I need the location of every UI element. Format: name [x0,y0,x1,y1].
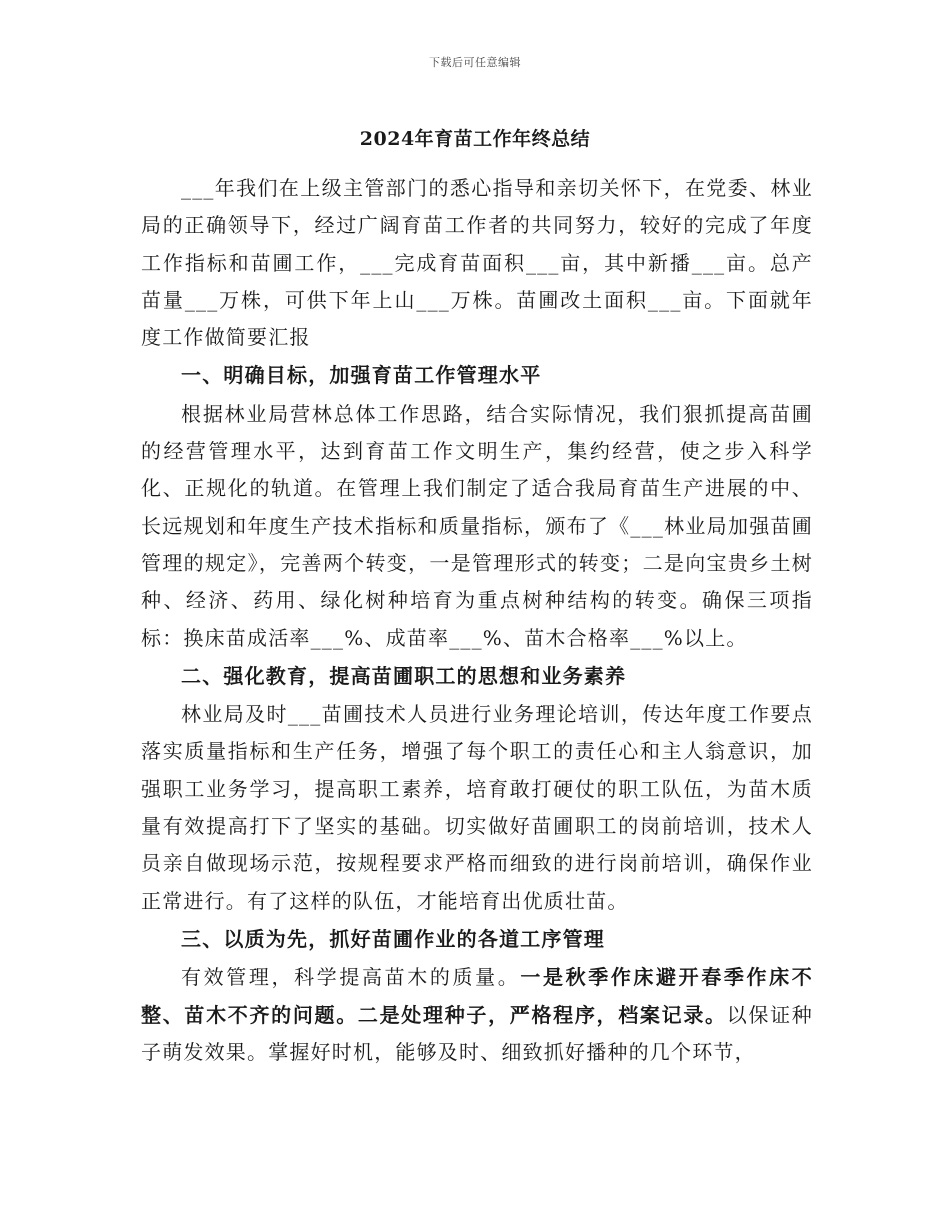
document-title: 2024年育苗工作年终总结 [359,128,591,150]
section-1-heading: 一、明确目标，加强育苗工作管理水平 [181,363,542,388]
section-3-tail-text: 以保证种子萌发效果。掌握好时机，能够及时、细致抓好播种的几个环节， [141,1002,813,1064]
intro-paragraph: ___年我们在上级主管部门的悉心指导和亲切关怀下，在党委、林业局的正确领导下，经过广阔育苗工作者的共同努力，较好的完成了年度工作指标和苗圃工作，___完成育苗面积___亩，其中新播___亩。总产苗量___万株，可供下年上山___万株。苗圃改土面积___亩。下面就年度工作做简要汇报 [141,176,813,350]
section-3-lead-text: 有效管理，科学提高苗木的质量。 [181,965,521,990]
section-3-paragraph [141,959,813,1071]
document-body [141,170,813,1071]
section-2-paragraph: 林业局及时___苗圃技术人员进行业务理论培训，传达年度工作要点落实质量指标和生产任务，增强了每个职工的责任心和主人翁意识，加强职工业务学习，提高职工素养，培育敢打硬仗的职工队伍，为苗木质量有效提高打下了坚实的基础。切实做好苗圃职工的岗前培训，技术人员亲自做现场示范，按规程要求严格而细致的进行岗前培训，确保作业正常进行。有了这样的队伍，才能培育出优质壮苗。 [141,702,813,913]
section-2-heading: 二、强化教育，提高苗圃职工的思想和业务素养 [181,663,627,688]
header-note: 下载后可任意编辑 [429,56,521,69]
section-3-heading: 三、以质为先，抓好苗圃作业的各道工序管理 [181,926,605,951]
section-3-bold-text: 一是秋季作床避开春季作床不整、苗木不齐的问题。二是处理种子，严格程序，档案记录。 [141,965,813,1027]
section-1-paragraph: 根据林业局营林总体工作思路，结合实际情况，我们狠抓提高苗圃的经营管理水平，达到育苗工作文明生产，集约经营，使之步入科学化、正规化的轨道。在管理上我们制定了适合我局育苗生产进展的中、长远规划和年度生产技术指标和质量指标，颁布了《___林业局加强苗圃管理的规定》，完善两个转变，一是管理形式的转变；二是向宝贵乡土树种、经济、药用、绿化树种培育为重点树种结构的转变。确保三项指标：换床苗成活率___%、成苗率___%、苗木合格率___%以上。 [141,401,813,650]
